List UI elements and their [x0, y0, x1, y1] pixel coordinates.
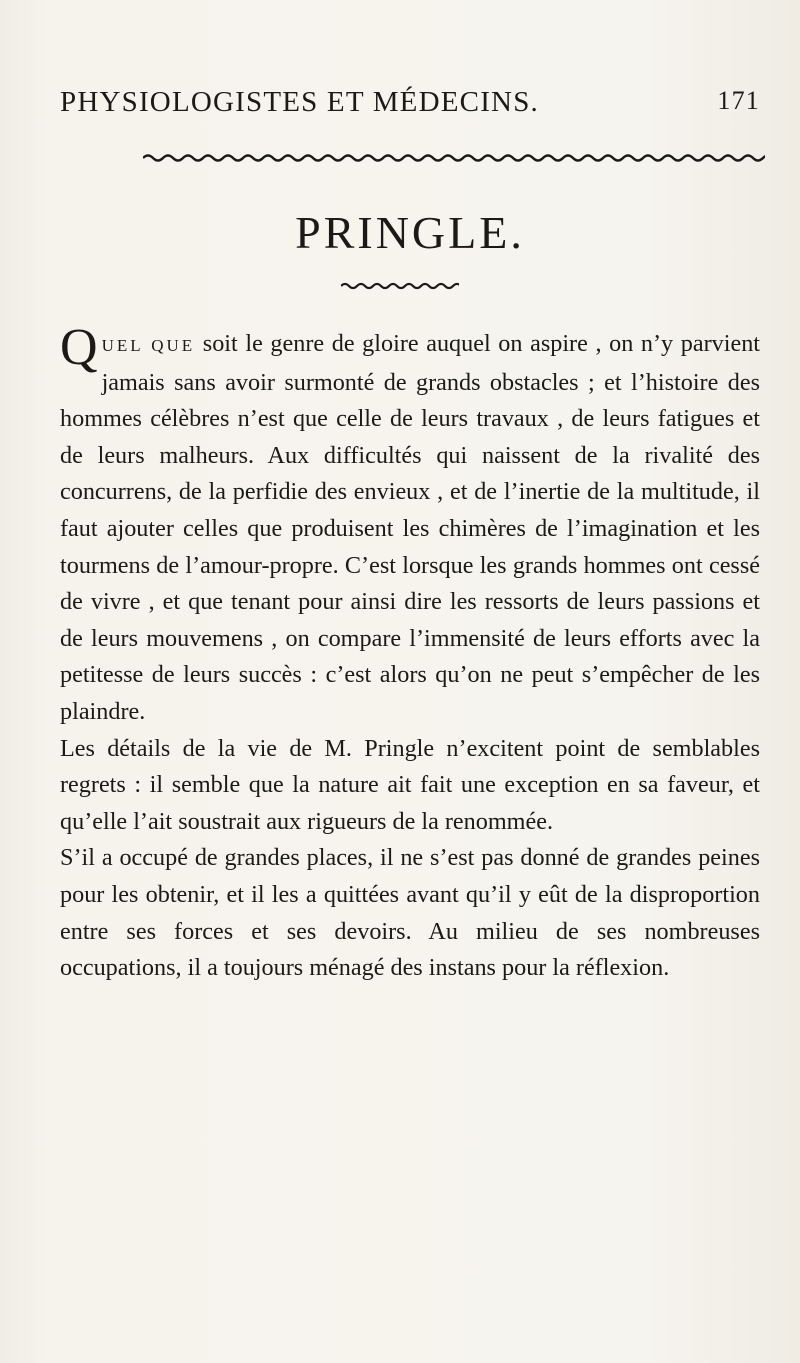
- running-title: PHYSIOLOGISTES ET MÉDECINS.: [60, 86, 539, 118]
- chapter-title: PRINGLE.: [295, 207, 525, 258]
- paragraph-3: [60, 840, 760, 986]
- ornamental-rule-small: [341, 281, 459, 291]
- paragraph-2-text: Les détails de la vie de M. Pringle n’excitent point de semblables regrets : il semble que la nature ait fait une exception en sa faveur, et qu’elle l’ait soustrait aux rigueurs de la renommée.: [60, 734, 760, 835]
- lead-word-1: UEL: [101, 336, 144, 355]
- page-number: 171: [717, 86, 760, 115]
- paragraph-1-text: soit le genre de gloire auquel on aspire , on n’y parvient jamais sans avoir surmonté de grands obstacles ; et l’histoire des hommes célèbres n’est que celle de leurs travaux , de leurs fatigues et de leurs malheurs. Aux difficultés qui naissent de la rivalité des concurrens, de la perfidie des envieux , et de l’inertie de la multitude, il faut ajouter celles que produisent les chimères de l’imagination et les tourmens de l’amour-propre. C’est lorsque les grands hommes ont cessé de vivre , et que tenant pour ainsi dire les ressorts de leurs passions et de leurs mouvemens , on compare l’immensité de leurs efforts avec la petitesse de leurs succès : c’est alors qu’on ne peut s’empêcher de les plaindre.: [60, 330, 761, 725]
- drop-cap: Q: [60, 319, 98, 376]
- lead-word-2: QUE: [151, 336, 196, 355]
- ornamental-rule-top: [143, 152, 765, 164]
- paragraph-2: [60, 731, 760, 841]
- paragraph-3-text: S’il a occupé de grandes places, il ne s’est pas donné de grandes peines pour les obtenir, et il les a quittées avant qu’il y eût de la disproportion entre ses forces et ses devoirs. Au milieu de ses nombreuses occupations, il a toujours ménagé des instans pour la réflexion.: [60, 844, 760, 982]
- paragraph-1: [60, 319, 761, 731]
- body-text: [60, 319, 761, 987]
- running-head: [60, 78, 760, 128]
